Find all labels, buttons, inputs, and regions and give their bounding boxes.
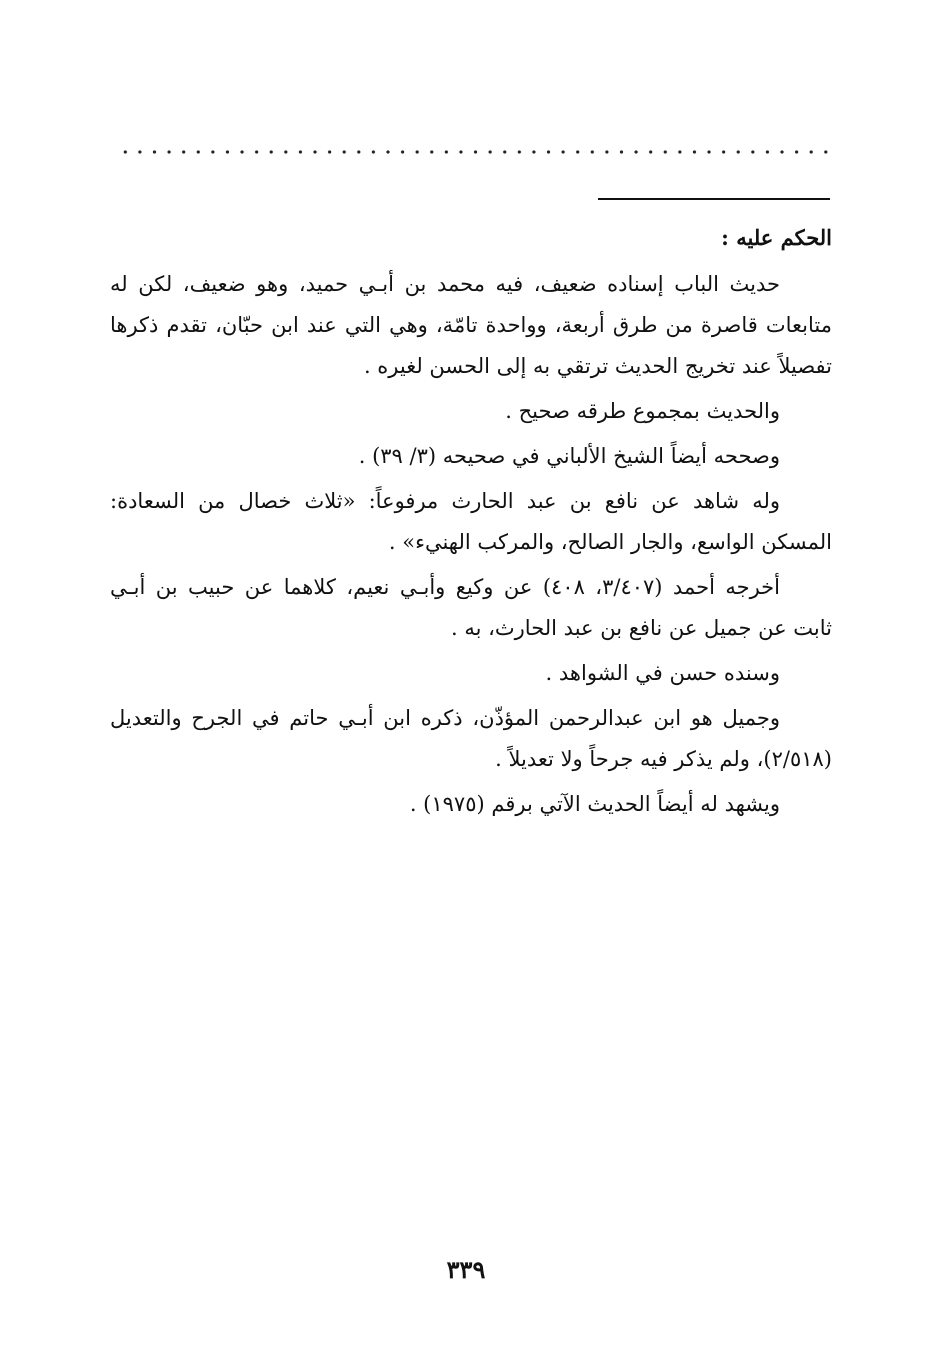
dotted-separator (118, 150, 828, 154)
paragraph: حديث الباب إسناده ضعيف، فيه محمد بن أبـي حميد، وهو ضعيف، لكن له متابعات قاصرة من طرق أربعة، وواحدة تامّة، وهي التي عند ابن حبّان، تقدم ذكرها تفصيلاً عند تخريج الحديث ترتقي به إلى الحسن لغيره . (110, 272, 832, 378)
paragraph: أخرجه أحمد (٣/٤٠٧، ٤٠٨) عن وكيع وأبـي نعيم، كلاهما عن حبيب بن أبـي ثابت عن جميل عن نافع بن عبد الحارث، به . (110, 575, 832, 640)
paragraph: ويشهد له أيضاً الحديث الآتي برقم (١٩٧٥) . (409, 792, 780, 816)
paragraph: وسنده حسن في الشواهد . (545, 661, 780, 685)
paragraph: وله شاهد عن نافع بن عبد الحارث مرفوعاً: «ثلاث خصال من السعادة: المسكن الواسع، والجار الصالح، والمركب الهنيء» . (110, 489, 832, 554)
paragraph: وصححه أيضاً الشيخ الألباني في صحيحه (٣/ ٣٩) . (358, 444, 780, 468)
page-number: ٣٣٩ (446, 1255, 486, 1284)
page-content (110, 218, 832, 829)
paragraph: والحديث بمجموع طرقه صحيح . (505, 399, 780, 423)
section-heading: الحكم عليه : (721, 225, 832, 250)
section-rule (598, 198, 830, 200)
paragraph: وجميل هو ابن عبدالرحمن المؤذّن، ذكره ابن أبـي حاتم في الجرح والتعديل (٢/٥١٨)، ولم يذكر فيه جرحاً ولا تعديلاً . (110, 706, 832, 771)
